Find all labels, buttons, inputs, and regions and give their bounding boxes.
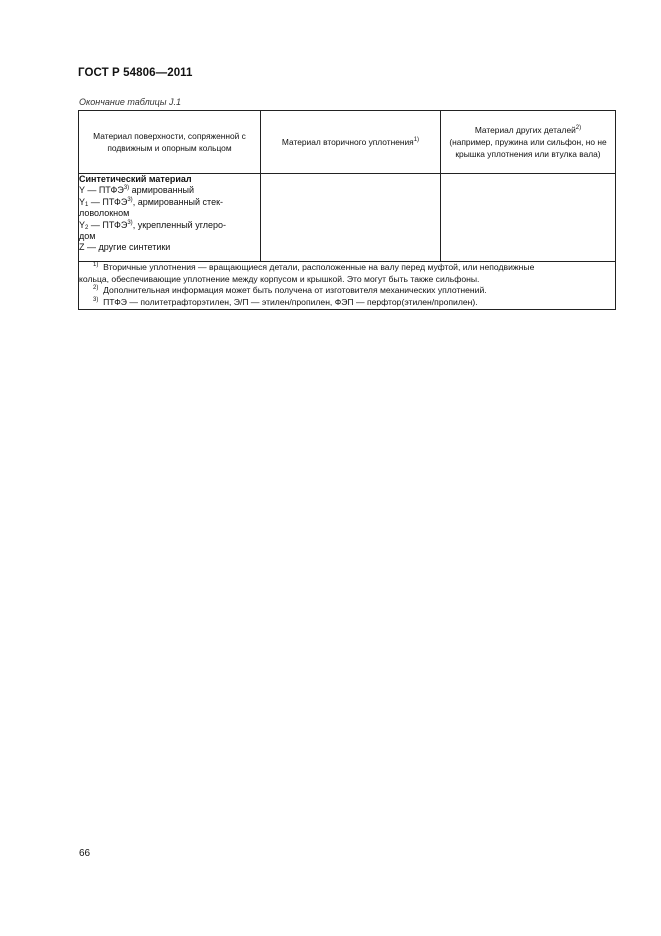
column-header-label: Материал поверхности, сопряженной с подвижным и опорным кольцом bbox=[93, 131, 246, 153]
footnote-item: $^{2)}$ Дополнительная информация может быть получена от изготовителя механических уплотнений. bbox=[93, 285, 487, 296]
footnote-ref: 3) bbox=[127, 219, 133, 226]
material-entry: $Y_2$ — ПТФЭ$^{3)}$, укрепленный углеро- дом bbox=[79, 219, 227, 242]
footnote-mark: 2) bbox=[93, 285, 99, 292]
materials-table bbox=[78, 110, 616, 310]
footnote-ref: 2) bbox=[575, 125, 582, 131]
table-cell-surface-material bbox=[79, 174, 261, 262]
footnote-mark: 1) bbox=[93, 262, 99, 268]
column-header-secondary-seal-material bbox=[261, 111, 441, 174]
material-entry: Z — другие синтетики bbox=[79, 242, 171, 253]
column-header-label-detail: (например, пружина или сильфон, но не крышка уплотнения или втулка вала) bbox=[449, 137, 607, 159]
column-header-other-parts-material bbox=[441, 111, 616, 174]
footnote-ref: 3) bbox=[127, 196, 133, 203]
material-entry: $Y_1$ — ПТФЭ$^{3)}$, армированный стек- ловолокном bbox=[79, 196, 224, 219]
document-standard-id: ГОСТ Р 54806—2011 bbox=[78, 67, 193, 79]
table-row bbox=[79, 174, 616, 262]
column-header-surface-material bbox=[79, 111, 261, 174]
footnote-continuation: кольца, обеспечивающие уплотнение между корпусом и крышкой. Это могут быть также сильфоны. bbox=[79, 273, 480, 284]
material-group-heading: Синтетический материал bbox=[79, 174, 192, 184]
page-number: 66 bbox=[79, 848, 91, 859]
column-header-label: Материал других деталей bbox=[474, 125, 576, 135]
footnote-item: $^{1)}$ Вторичные уплотнения — вращающиеся детали, расположенные на валу перед муфтой, или неподвижные bbox=[93, 262, 535, 272]
table-footnotes bbox=[79, 262, 616, 310]
footnote-item: $^{3)}$ ПТФЭ — политетрафторэтилен, Э/П — этилен/пропилен, ФЭП — перфтор(этилен/пропилен). bbox=[93, 297, 478, 308]
table-caption: Окончание таблицы J.1 bbox=[79, 97, 181, 107]
table-header-row bbox=[79, 111, 616, 174]
footnote-ref: 3) bbox=[123, 185, 130, 192]
footnote-ref: 1) bbox=[413, 137, 420, 143]
table-cell-other-parts-material bbox=[441, 174, 616, 262]
table-notes-row bbox=[79, 262, 616, 310]
material-entry: Y — ПТФЭ$^{3)}$ армированный bbox=[79, 185, 195, 196]
table-cell-secondary-seal-material bbox=[261, 174, 441, 262]
column-header-label: Материал вторичного уплотнения bbox=[281, 137, 414, 147]
footnote-mark: 3) bbox=[93, 297, 99, 304]
